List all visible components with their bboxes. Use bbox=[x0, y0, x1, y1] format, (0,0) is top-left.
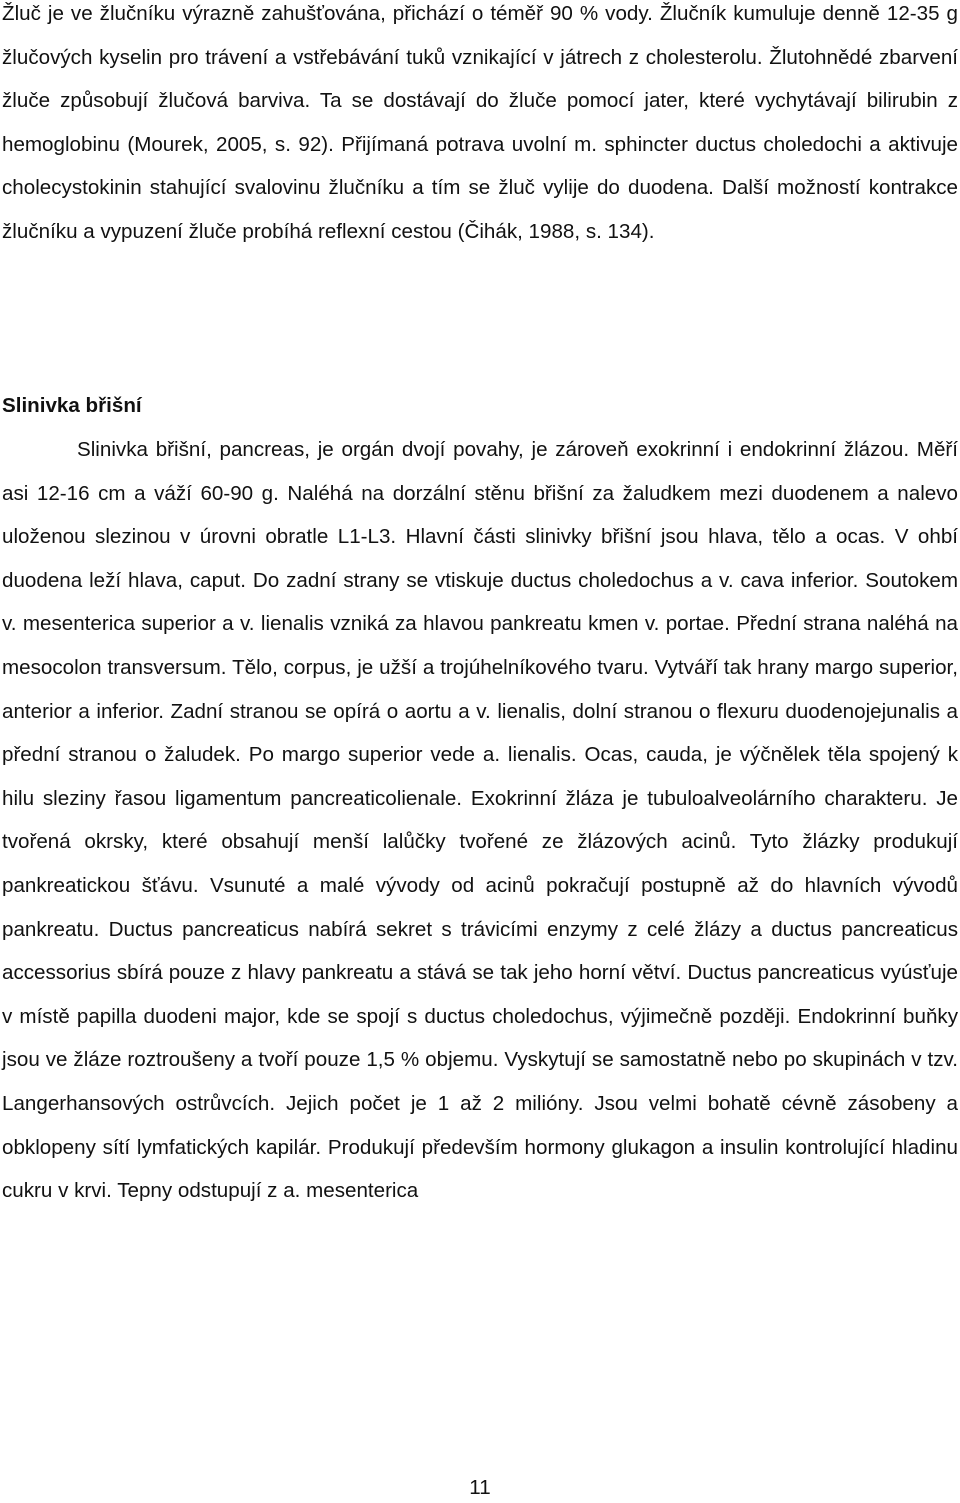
paragraph-pancreas: Slinivka břišní, pancreas, je orgán dvojí povahy, je zároveň exokrinní i endokrinní žlázou. Měří asi 12-16 cm a váží 60-90 g. Naléhá na dorzální stěnu břišní za žaludkem mezi duodenem a nalevo uloženou slezinou v úrovni obratle L1-L3. Hlavní části slinivky břišní jsou hlava, tělo a ocas. V ohbí duodena leží hlava, caput. Do zadní strany se vtiskuje ductus choledochus a v. cava inferior. Soutokem v. mesenterica superior a v. lienalis vzniká za hlavou pankreatu kmen v. portae. Přední strana naléhá na mesocolon transversum. Tělo, corpus, je užší a trojúhelníkového tvaru. Vytváří tak hrany margo superior, anterior a inferior. Zadní stranou se opírá o aortu a v. lienalis, dolní stranou o flexuru duodenojejunalis a přední stranou o žaludek. Po margo superior vede a. lienalis. Ocas, cauda, je výčnělek těla spojený k hilu sleziny řasou ligamentum pancreaticolienale. Exokrinní žláza je tubuloalveolárního charakteru. Je tvořená okrsky, které obsahují menší lalůčky tvořené ze žlázových acinů. Tyto žlázky produkují pankreatickou šťávu. Vsunuté a malé vývody od acinů pokračují postupně až do hlavních vývodů pankreatu. Ductus pancreaticus nabírá sekret s trávicími enzymy z celé žlázy a ductus pancreaticus accessorius sbírá pouze z hlavy pankreatu a stává se tak jeho horní větví. Ductus pancreaticus vyúsťuje v místě papilla duodeni major, kde se spojí s ductus choledochus, výjimečně později. Endokrinní buňky jsou ve žláze roztroušeny a tvoří pouze 1,5 % objemu. Vyskytují se samostatně nebo po skupinách v tzv. Langerhansových ostrůvcích. Jejich počet je 1 až 2 milióny. Jsou velmi bohatě cévně zásobeny a obklopeny sítí lymfatických kapilár. Produkují především hormony glukagon a insulin kontrolující hladinu cukru v krvi. Tepny odstupují z a. mesenterica bbox=[2, 438, 958, 1203]
page-number: 11 bbox=[469, 1476, 491, 1499]
section-heading-pancreas: Slinivka břišní bbox=[2, 394, 142, 417]
paragraph-gallbladder: Žluč je ve žlučníku výrazně zahušťována, přichází o téměř 90 % vody. Žlučník kumuluje denně 12-35 g žlučových kyselin pro trávení a vstřebávání tuků vznikající v játrech z cholesterolu. Žlutohnědé zbarvení žluče způsobují žlučová barviva. Ta se dostávají do žluče pomocí jater, které vychytávají bilirubin z hemoglobinu (Mourek, 2005, s. 92). Přijímaná potrava uvolní m. sphincter ductus choledochi a aktivuje cholecystokinin stahující svalovinu žlučníku a tím se žluč vylije do duodena. Další možností kontrakce žlučníku a vypuzení žluče probíhá reflexní cestou (Čihák, 1988, s. 134). bbox=[2, 2, 958, 243]
